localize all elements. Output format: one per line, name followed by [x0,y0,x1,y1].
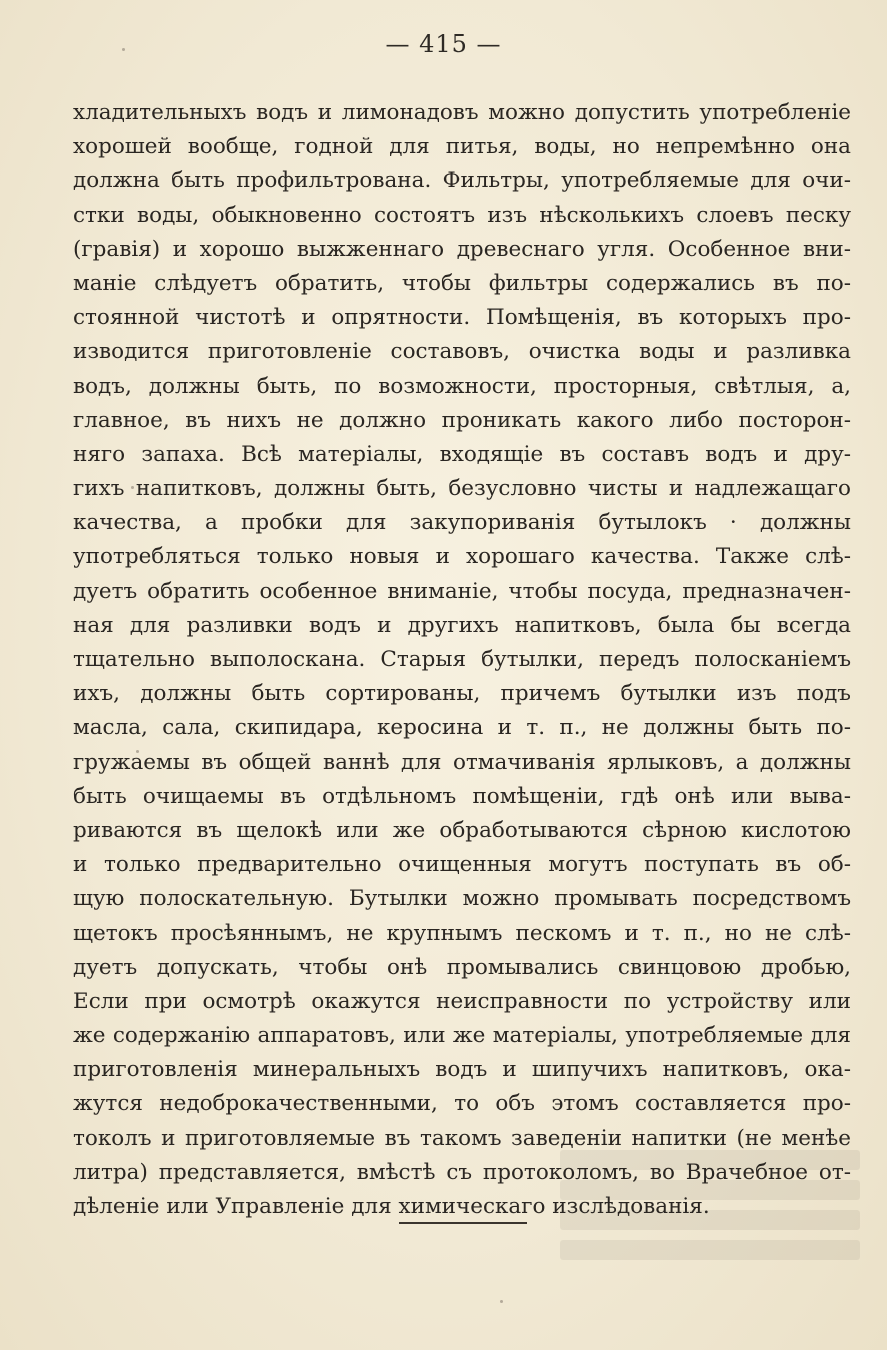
text-line: щетокъ просѣяннымъ, не крупнымъ пескомъ и т. п., но не слѣ- [73,920,851,946]
text-line: главное, въ нихъ не должно проникать какого либо посторон- [73,407,851,433]
page-number: — 415 — [385,30,502,58]
text-line: быть очищаемы въ отдѣльномъ помѣщеніи, гдѣ онѣ или выва- [73,783,851,809]
text-line: должна быть профильтрована. Фильтры, употребляемые для очи- [73,168,851,194]
text-line: няго запаха. Всѣ матеріалы, входящіе въ составъ водъ и дру- [73,441,851,467]
text-line: Если при осмотрѣ окажутся неисправности по устройству или [73,988,851,1014]
text-line: масла, сала, скипидара, керосина и т. п., не должны быть по- [73,715,851,741]
text-line: литра) представляется, вмѣстѣ съ протоколомъ, во Врачебное от- [73,1159,851,1185]
text-line: же содержанію аппаратовъ, или же матеріалы, употребляемые для [73,1023,851,1049]
text-line-last: дѣленіе или Управленіе для химическаго изслѣдованія. [73,1194,710,1219]
text-line: дуетъ обратить особенное вниманіе, чтобы посуда, предназначен- [73,578,851,604]
section-end-rule [399,1222,527,1224]
text-line: водъ, должны быть, по возможности, просторныя, свѣтлыя, а, [73,373,851,399]
text-line: ная для разливки водъ и другихъ напитковъ, была бы всегда [73,612,851,638]
text-line: хладительныхъ водъ и лимонадовъ можно допустить употребленіе [73,100,851,125]
text-line: щую полоскательную. Бутылки можно промывать посредствомъ [73,886,851,912]
text-line: дуетъ допускать, чтобы онѣ промывались свинцовою дробью, [73,954,851,980]
text-line: гружаемы въ общей ваннѣ для отмачиванія ярлыковъ, а должны [73,749,851,775]
text-line: (гравія) и хорошо выжженнаго древеснаго угля. Особенное вни- [73,236,851,262]
text-line: качества, а пробки для закупориванія бутылокъ · должны [73,510,851,536]
text-line: риваются въ щелокѣ или же обработываются сѣрною кислотою [73,817,851,843]
text-line: жутся недоброкачественными, то объ этомъ составляется про- [73,1091,851,1117]
text-line: гихъ напитковъ, должны быть, безусловно чисты и надлежащаго [73,476,851,502]
text-line: хорошей вообще, годной для питья, воды, но непремѣнно она [73,134,851,160]
text-line: стки воды, обыкновенно состоятъ изъ нѣсколькихъ слоевъ песку [73,202,851,228]
text-line: тщательно выполоскана. Старыя бутылки, передъ полосканіемъ [73,647,851,672]
text-line: употребляться только новыя и хорошаго качества. Также слѣ- [73,544,851,570]
text-line: маніе слѣдуетъ обратить, чтобы фильтры содержались въ по- [73,270,851,296]
text-line: ихъ, должны быть сортированы, причемъ бутылки изъ подъ [73,681,851,707]
text-line: и только предварительно очищенныя могутъ поступать въ об- [73,852,851,878]
text-line: приготовленія минеральныхъ водъ и шипучихъ напитковъ, ока- [73,1057,851,1083]
text-line: токолъ и приготовляемые въ такомъ заведеніи напитки (не менѣе [73,1125,851,1151]
text-line: стоянной чистотѣ и опрятности. Помѣщенія, въ которыхъ про- [73,305,851,331]
text-line: изводится приготовленіе составовъ, очистка воды и разливка [73,339,851,365]
body-text [73,96,851,1224]
